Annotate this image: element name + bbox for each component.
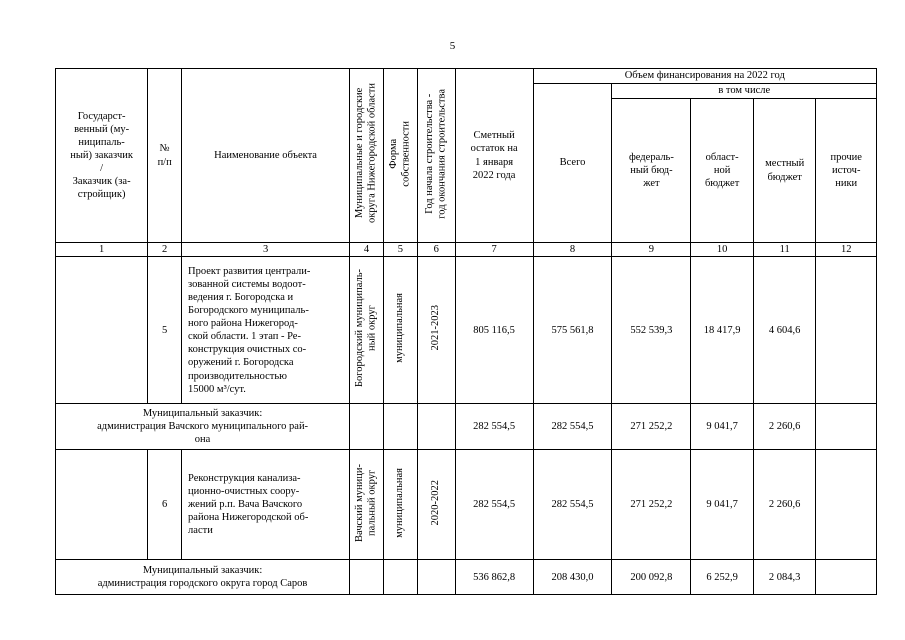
- subtotal-estimate: 536 862,8: [455, 560, 533, 595]
- row-ownership: муниципальная: [383, 450, 417, 560]
- subtotal-estimate: 282 554,5: [455, 404, 533, 450]
- table-row: [56, 450, 877, 560]
- row-local: 4 604,6: [753, 257, 816, 404]
- row-num: 5: [148, 257, 182, 404]
- column-number: 1: [56, 243, 148, 257]
- column-number: 8: [533, 243, 612, 257]
- row-object-name: Реконструкция канализа- ционно-очистных соору- жений р.п. Вача Вачского района Нижегородской об- ласти: [182, 450, 350, 560]
- row-federal: 552 539,3: [612, 257, 691, 404]
- column-number: 2: [148, 243, 182, 257]
- header-years: Год начала строительства - год окончания строительства: [417, 69, 455, 243]
- column-number: 12: [816, 243, 877, 257]
- header-local: местный бюджет: [753, 99, 816, 243]
- row-years: 2020-2022: [417, 450, 455, 560]
- subtotal-customer-label: Муниципальный заказчик: администрация Вачского муниципального рай- она: [56, 404, 350, 450]
- row-federal: 271 252,2: [612, 450, 691, 560]
- column-number: 5: [383, 243, 417, 257]
- subtotal-row: [56, 560, 877, 595]
- row-estimate: 282 554,5: [455, 450, 533, 560]
- row-object-name: Проект развития централи- зованной системы водоот- ведения г. Богородска и Богородского муниципаль- ного района Нижегород- ской области. 1 этап - Ре- конструкция очистных со- оружений г. Богородска производительностью 15000 м³/сут.: [182, 257, 350, 404]
- row-estimate: 805 116,5: [455, 257, 533, 404]
- table-row: [56, 257, 877, 404]
- header-estimate: Сметный остаток на 1 января 2022 года: [455, 69, 533, 243]
- row-num: 6: [148, 450, 182, 560]
- subtotal-local: 2 084,3: [753, 560, 816, 595]
- header-num: № п/п: [148, 69, 182, 243]
- column-number: 4: [350, 243, 384, 257]
- column-number: 9: [612, 243, 691, 257]
- column-number: 6: [417, 243, 455, 257]
- header-object-name: Наименование объекта: [182, 69, 350, 243]
- column-number: 11: [753, 243, 816, 257]
- subtotal-total: 282 554,5: [533, 404, 612, 450]
- header-federal: федераль- ный бюд- жет: [612, 99, 691, 243]
- row-total: 575 561,8: [533, 257, 612, 404]
- header-ownership: Форма собственности: [383, 69, 417, 243]
- row-district: Вачский муници- пальный округ: [350, 450, 384, 560]
- row-other: [816, 257, 877, 404]
- row-total: 282 554,5: [533, 450, 612, 560]
- header-regional: област- ной бюджет: [691, 99, 754, 243]
- header-other: прочие источ- ники: [816, 99, 877, 243]
- row-regional: 9 041,7: [691, 450, 754, 560]
- row-district: Богородский муниципаль- ный округ: [350, 257, 384, 404]
- subtotal-total: 208 430,0: [533, 560, 612, 595]
- financing-table: [55, 68, 877, 595]
- subtotal-federal: 271 252,2: [612, 404, 691, 450]
- row-ownership: муниципальная: [383, 257, 417, 404]
- subtotal-federal: 200 092,8: [612, 560, 691, 595]
- row-customer: [56, 450, 148, 560]
- subtotal-regional: 6 252,9: [691, 560, 754, 595]
- row-local: 2 260,6: [753, 450, 816, 560]
- header-customer: Государст- венный (му- ниципаль- ный) заказчик / Заказчик (за- стройщик): [56, 69, 148, 243]
- subtotal-regional: 9 041,7: [691, 404, 754, 450]
- subtotal-row: [56, 404, 877, 450]
- row-other: [816, 450, 877, 560]
- header-including: в том числе: [612, 84, 877, 99]
- header-financing: Объем финансирования на 2022 год: [533, 69, 876, 84]
- subtotal-local: 2 260,6: [753, 404, 816, 450]
- column-number: 10: [691, 243, 754, 257]
- column-number: 3: [182, 243, 350, 257]
- page-number: 5: [449, 40, 456, 52]
- header-total: Всего: [533, 84, 612, 243]
- row-regional: 18 417,9: [691, 257, 754, 404]
- column-number: 7: [455, 243, 533, 257]
- row-customer: [56, 257, 148, 404]
- subtotal-customer-label: Муниципальный заказчик: администрация городского округа город Саров: [56, 560, 350, 595]
- header-district: Муниципальные и городские округа Нижегородской области: [350, 69, 384, 243]
- column-numbers-row: [56, 243, 877, 257]
- row-years: 2021-2023: [417, 257, 455, 404]
